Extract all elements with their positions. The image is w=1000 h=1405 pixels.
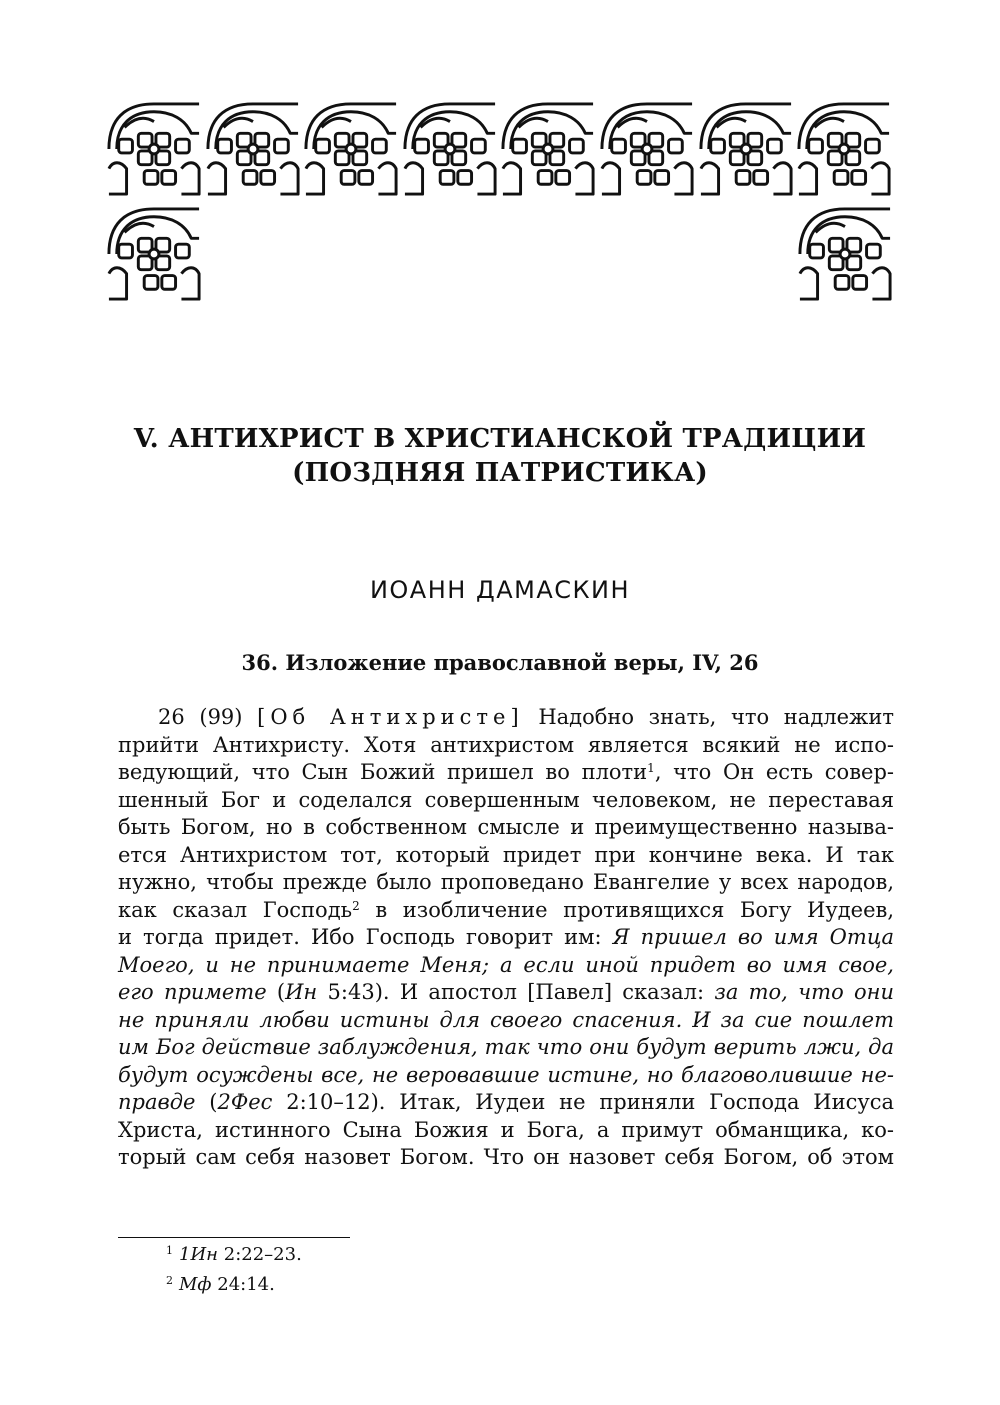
text-line: правде (2Фес 2:10–12). Итак, Иудеи не приняли Господа Иисуса (118, 1090, 895, 1114)
ornament-tile (105, 100, 203, 198)
text-line: Моего, и не принимаете Меня; а если иной придет во имя свое, (118, 952, 894, 977)
author-heading: ИОАНН ДАМАСКИН (369, 576, 631, 604)
chapter-title: V. АНТИХРИСТ В ХРИСТИАНСКОЙ ТРАДИЦИИ (133, 424, 867, 454)
text-line: как сказал Господь$^2$ в изобличение противящихся Богу Иудеев, (118, 897, 895, 922)
text-line: ется Антихристом тот, который придет при кончине века. И так (118, 842, 894, 867)
ornament-tile (795, 100, 893, 198)
text-line: 26 (99) [Об Антихристе] Надобно знать, что надлежит (158, 705, 894, 729)
ornament-tile (105, 205, 203, 303)
text-line: прийти Антихристу. Хотя антихристом является всякий не испо- (118, 732, 894, 757)
ornament-tile (302, 100, 400, 198)
chapter-subtitle: (ПОЗДНЯЯ ПАТРИСТИКА) (292, 458, 708, 488)
footnote-divider (118, 1237, 350, 1238)
paragraph-number: 26 (99) (158, 705, 243, 729)
footnote-ref: 1 (647, 761, 655, 775)
ornament-tile (796, 205, 894, 303)
text-line: Христа, истинного Сына Божия и Бога, а примут обманщика, ко- (118, 1117, 894, 1142)
ornament-tile (204, 100, 302, 198)
text-line: им Бог действие заблуждения, так что они будут верить лжи, да (118, 1035, 894, 1059)
text-line: ведующий, что Сын Божий пришел во плоти$^1$, что Он есть совер- (118, 760, 894, 784)
work-title: 36. Изложение православной веры, IV, 26 (241, 650, 759, 675)
text-line: быть Богом, но в собственном смысле и преимущественно называ- (118, 815, 894, 839)
decorative-ornament-border (105, 100, 895, 305)
text-line: торый сам себя назовет Богом. Что он назовет себя Богом, об этом (118, 1145, 894, 1169)
ornament-tile (598, 100, 696, 198)
footnote-ref: 2 (352, 898, 360, 913)
ornament-tile (697, 100, 795, 198)
text-line: не приняли любви истины для своего спасения. И за сие пошлет (118, 1007, 894, 1032)
text-line: и тогда придет. Ибо Господь говорит им: Я пришел во имя Отца (118, 925, 894, 949)
text-line: шенный Бог и соделался совершенным человеком, не переставая (118, 787, 894, 812)
section-heading: [Об Антихристе] (257, 705, 524, 729)
footnote-1: $^1$ 1Ин 2:22–23. (166, 1244, 302, 1265)
ornament-tile (401, 100, 499, 198)
footnote-2: $^2$ Мф 24:14. (166, 1274, 275, 1295)
text-line: его примете (Ин 5:43). И апостол [Павел] сказал: за то, что они (118, 980, 895, 1004)
body-text (118, 704, 894, 1172)
ornament-tile (499, 100, 597, 198)
text-line: будут осуждены все, не веровавшие истине, но благоволившие не- (118, 1062, 894, 1087)
text-line: нужно, чтобы прежде было проповедано Евангелие у всех народов, (118, 870, 894, 894)
